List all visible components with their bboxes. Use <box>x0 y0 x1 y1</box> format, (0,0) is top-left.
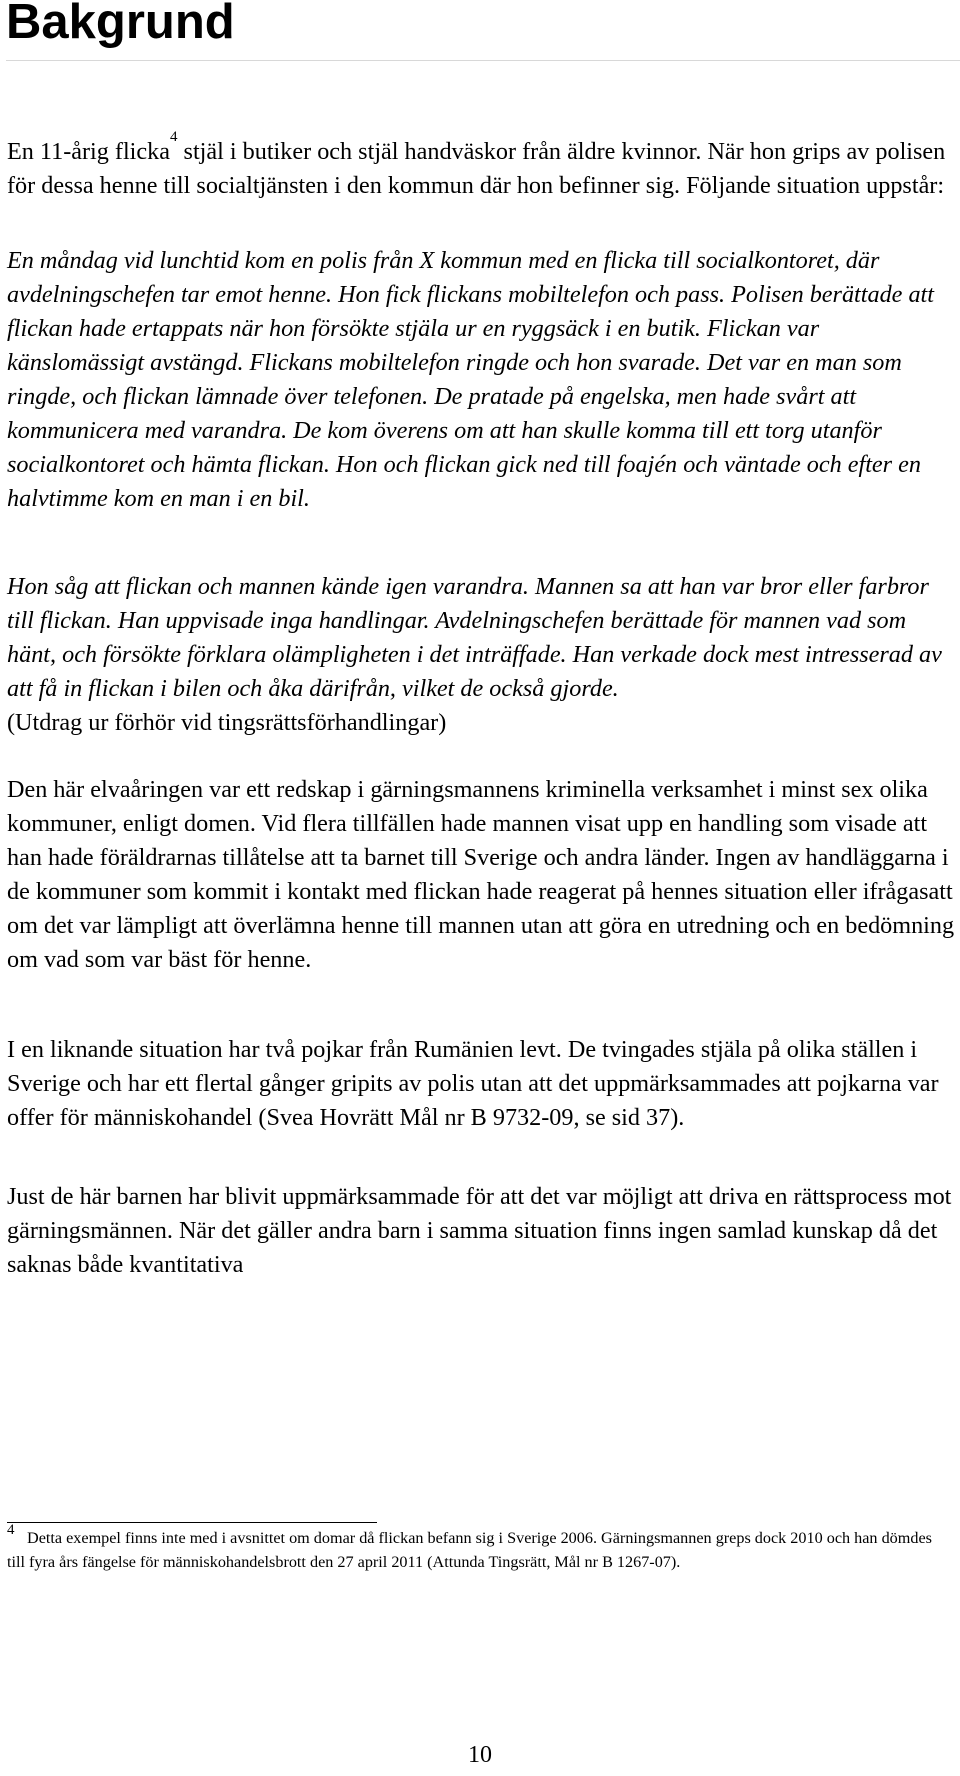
intro-text-end: stjäl i butiker och stjäl handväskor från äldre kvinnor. När hon grips av polisen för dessa henne till socialtjänsten i den kommun där hon befinner sig. Följande situation uppstår: <box>7 138 946 199</box>
footnote <box>7 1522 947 1574</box>
intro-text-start: En 11-årig flicka <box>7 138 170 165</box>
paragraph-closing: Just de här barnen har blivit uppmärksammade för att det var möjligt att driva en rättsprocess mot gärningsmännen. När det gäller andra barn i samma situation finns ingen samlad kunskap då det saknas både kvantitativa <box>7 1183 952 1278</box>
page-number: 10 <box>468 1742 492 1768</box>
heading-divider <box>6 60 960 61</box>
quote-paragraph-1: En måndag vid lunchtid kom en polis från X kommun med en flicka till socialkontoret, där avdelningschefen tar emot henne. Hon fick flickans mobiltelefon och pass. Polisen berättade att flickan hade ertappats när hon försökte stjäla ur en ryggsäck i en butik. Flickan var känslomässigt avstängd. Flickans mobiltelefon ringde och hon svarade. Det var en man som ringde, och flickan lämnade över telefonen. De pratade på engelska, men hade svårt att kommunicera med varandra. De kom överens om att han skulle komma till ett torg utanför socialkontoret och hämta flickan. Hon och flickan gick ned till foajén och väntade och efter en halvtimme kom en man i en bil. <box>7 247 934 512</box>
paragraph-boys: I en liknande situation har två pojkar från Rumänien levt. De tvingades stjäla på olika ställen i Sverige och har ett flertal gånger gripits av polis utan att det uppmärksammades att pojkarna var offer för människohandel (Svea Hovrätt Mål nr B 9732-09, se sid 37). <box>7 1036 939 1131</box>
quote-source: (Utdrag ur förhör vid tingsrättsförhandlingar) <box>7 709 447 736</box>
section-heading: Bakgrund <box>6 0 235 49</box>
quote-paragraph-2: Hon såg att flickan och mannen kände igen varandra. Mannen sa att han var bror eller farbror till flickan. Han uppvisade inga handlingar. Avdelningschefen berättade för mannen vad som hänt, och försökte förklara olämpligheten i det inträffade. Han verkade dock mest intresserad av att få in flickan i bilen och åka därifrån, vilket de också gjorde. <box>7 573 942 702</box>
footnote-text: Detta exempel finns inte med i avsnittet om domar då flickan befann sig i Sverige 2006. Gärningsmannen greps dock 2010 och han dömdes till fyra års fängelse för människohandelsbrott den 27 april 2011 (Attunda Tingsrätt, Mål nr B 1267-07). <box>7 1529 932 1571</box>
footnote-mark: 4 <box>7 1522 15 1538</box>
paragraph-main: Den här elvaåringen var ett redskap i gärningsmannens kriminella verksamhet i minst sex olika kommuner, enligt domen. Vid flera tillfällen hade mannen visat upp en handling som visade att han hade föräldrarnas tillåtelse att ta barnet till Sverige och andra länder. Ingen av handläggarna i de kommuner som kommit i kontakt med flickan hade reagerat på hennes situation eller ifrågasatt om det var lämpligt att överlämna henne till mannen utan att göra en utredning och en bedömning om vad som var bäst för henne. <box>7 776 955 973</box>
footnote-reference[interactable]: 4 <box>169 129 178 145</box>
footnote-divider <box>7 1522 377 1523</box>
intro-paragraph <box>7 129 957 203</box>
